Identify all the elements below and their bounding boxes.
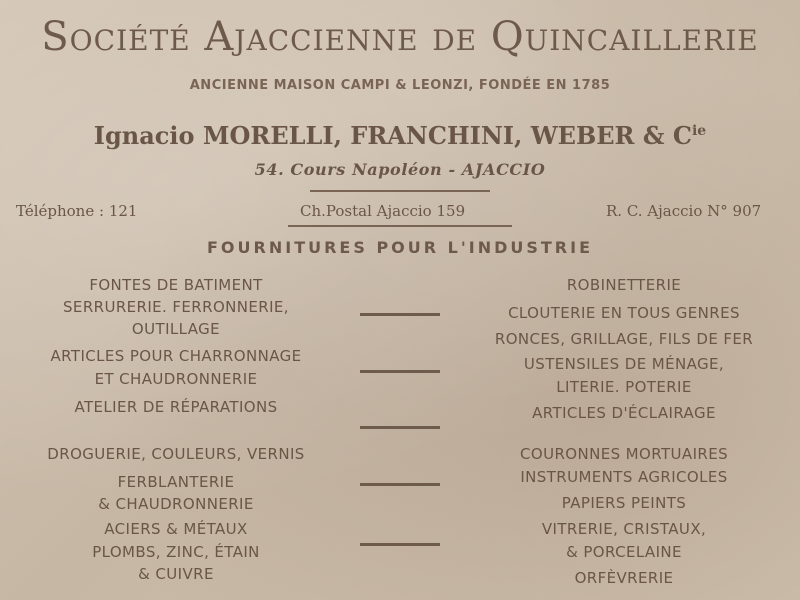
list-item: ATELIER DE RÉPARATIONS [74,398,278,416]
list-item: COURONNES MORTUAIRES [519,445,729,463]
separator-dash [360,370,440,373]
list-item: OUTILLAGE [131,320,221,338]
section-heading: FOURNITURES POUR L'INDUSTRIE [207,238,593,257]
list-item: SERRURERIE. FERRONNERIE, [63,298,289,316]
separator-dash [360,483,440,486]
list-item: ORFÈVRERIE [574,569,674,587]
owners-suffix: ie [691,123,707,139]
list-item: LITERIE. POTERIE [556,378,692,396]
trade-registry: R. C. Ajaccio N° 907 [606,202,762,220]
list-item: ACIERS & MÉTAUX [104,520,248,538]
list-item: RONCES, GRILLAGE, FILS DE FER [494,330,754,348]
right-column [462,0,786,600]
list-item: FERBLANTERIE [117,473,235,491]
list-item: PAPIERS PEINTS [561,494,687,512]
list-item: PLOMBS, ZINC, ÉTAIN [92,543,260,561]
list-item: CLOUTERIE EN TOUS GENRES [508,304,740,322]
list-item: FONTES DE BATIMENT [89,276,263,294]
list-item: & PORCELAINE [566,543,682,561]
list-item: ARTICLES POUR CHARRONNAGE [50,347,302,365]
list-item: VITRERIE, CRISTAUX, [541,520,707,538]
list-item: ET CHAUDRONNERIE [94,370,258,388]
list-item: ROBINETTERIE [566,276,682,294]
telephone: Téléphone : 121 [16,202,138,220]
list-item: ARTICLES D'ÉCLAIRAGE [532,404,716,422]
company-name: Société Ajaccienne de Quincaillerie [41,14,759,60]
company-history: ANCIENNE MAISON CAMPI & LEONZI, FONDÉE EN 1785 [189,78,611,93]
address: 54. Cours Napoléon - AJACCIO [254,160,546,179]
list-item: INSTRUMENTS AGRICOLES [520,468,728,486]
list-item: & CHAUDRONNERIE [98,495,254,513]
separator-dash [360,426,440,429]
owners-names: Ignacio MORELLI, FRANCHINI, WEBER & C [93,121,692,150]
list-item: USTENSILES DE MÉNAGE, [523,355,725,373]
separator-dash [360,543,440,546]
list-item: & CUIVRE [138,565,214,583]
left-column [20,0,332,600]
list-item: DROGUERIE, COULEURS, VERNIS [47,445,305,463]
postal-account: Ch.Postal Ajaccio 159 [300,202,466,220]
separator-dash [360,313,440,316]
